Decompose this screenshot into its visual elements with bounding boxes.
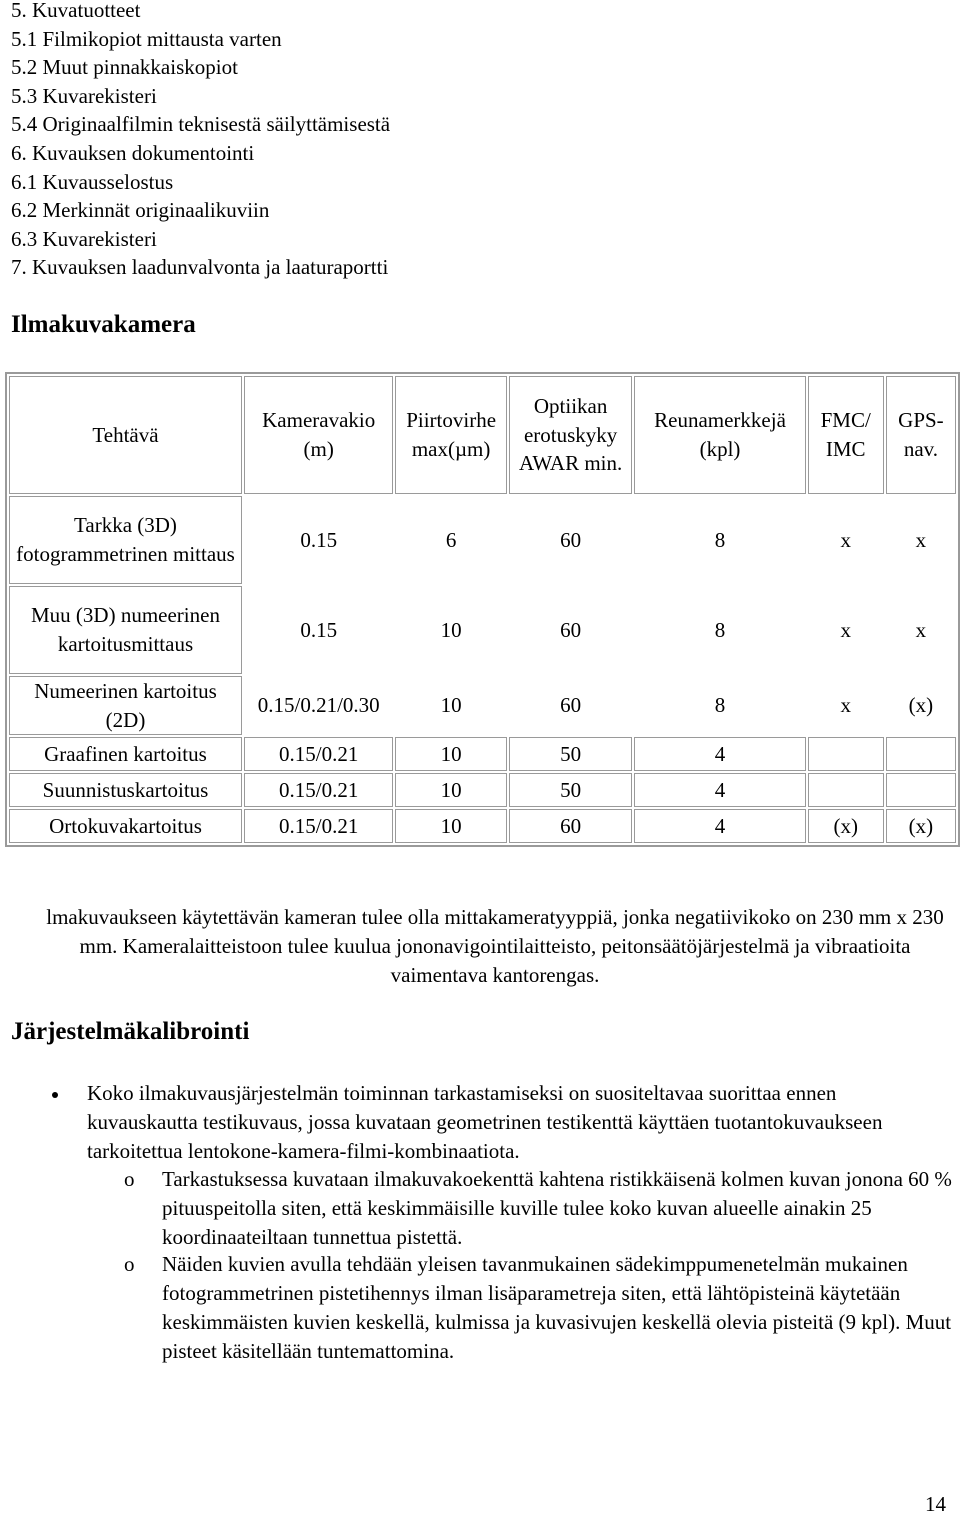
- cell-fmc: x: [840, 617, 851, 642]
- header-fmc-imc: FMC/ IMC: [808, 376, 884, 494]
- header-camera-constant: Kameravakio (m): [244, 376, 393, 494]
- cell-optics: 60: [560, 527, 582, 552]
- cell-camera: 0.15: [300, 617, 338, 642]
- cell-task: Tarkka (3D) fotogrammetrinen mittaus: [9, 496, 242, 584]
- cell-marks: 4: [634, 773, 805, 807]
- cell-gps: (x): [886, 809, 956, 843]
- cell-pixel: 6: [445, 527, 457, 552]
- camera-requirements-note: lmakuvaukseen käytettävän kameran tulee olla mittakameratyyppiä, jonka negatiivikoko on 230 mm x 230 mm. Kameralaitteistoon tulee kuulua jononavigointilaitteisto, peitonsäätöjärjestelmä ja vibraatioita vaimentava kantorengas.: [46, 905, 944, 987]
- list-item: Koko ilmakuvausjärjestelmän toiminnan tarkastamiseksi on suositeltavaa suorittaa ennen kuvauskautta testikuvaus, jossa kuvataan geometrinen testikenttä käyttäen tuotantokuvaukseen tarkoitettua lentokone-kamera-filmi-kombinaatiota.: [87, 1081, 883, 1163]
- cell-marks: 4: [634, 737, 805, 771]
- table-header-row: [9, 376, 956, 494]
- toc-item: 6.1 Kuvausselostus: [11, 169, 174, 194]
- cell-gps: [886, 737, 956, 771]
- cell-gps: [886, 773, 956, 807]
- cell-gps: x: [915, 617, 927, 642]
- toc-item: 5.1 Filmikopiot mittausta varten: [11, 26, 282, 51]
- cell-gps: (x): [908, 693, 934, 718]
- sub-list-item: Näiden kuvien avulla tehdään yleisen tavanmukainen sädekimppumenetelmän mukainen fotogrammetrinen pistetihennys ilman lisäparametreja siten, että lähtöpisteinä käytetään keskimmäisten kuvien keskellä, kulmissa ja kuvasivujen keskellä olevia pisteitä (9 kpl). Muut pisteet käsitellään tuntemattomina.: [162, 1252, 952, 1363]
- section-heading-calibration: Järjestelmäkalibrointi: [11, 1018, 250, 1045]
- sub-bullet-marker: o: [124, 1252, 135, 1276]
- cell-task: Suunnistuskartoitus: [9, 773, 242, 807]
- toc-item: 5.3 Kuvarekisteri: [11, 83, 157, 108]
- cell-camera: 0.15/0.21: [244, 737, 393, 771]
- cell-marks: 8: [714, 617, 726, 642]
- cell-task: Ortokuvakartoitus: [9, 809, 242, 843]
- table-row: [9, 773, 956, 807]
- cell-fmc: x: [840, 693, 851, 718]
- cell-fmc: [808, 737, 884, 771]
- table-row: [9, 676, 956, 735]
- cell-task: Muu (3D) numeerinen kartoitusmittaus: [9, 586, 242, 674]
- cell-camera: 0.15/0.21: [244, 773, 393, 807]
- toc-item: 5.4 Originaalfilmin teknisestä säilyttämisestä: [11, 112, 391, 137]
- header-fiducial-marks: Reunamerkkejä (kpl): [634, 376, 805, 494]
- toc-item: 5.2 Muut pinnakkaiskopiot: [11, 55, 238, 80]
- cell-pixel: 10: [395, 809, 506, 843]
- sub-list-item: Tarkastuksessa kuvataan ilmakuvakoekenttä kahtena ristikkäisenä kolmen kuvan jonona 60 % pituuspeitolla siten, että keskimmäisille kuville tulee koko kuvan alueelle ainakin 25 koordinaateiltaan tunnettua pistettä.: [162, 1167, 952, 1249]
- header-optics-resolution: Optiikan erotuskyky AWAR min.: [509, 376, 633, 494]
- toc-item: 6. Kuvauksen dokumentointi: [11, 140, 255, 165]
- cell-pixel: 10: [395, 737, 506, 771]
- toc-item: 6.2 Merkinnät originaalikuviin: [11, 198, 270, 223]
- cell-optics: 50: [509, 773, 633, 807]
- cell-camera: 0.15/0.21/0.30: [257, 693, 380, 718]
- toc-item: 7. Kuvauksen laadunvalvonta ja laaturaportti: [11, 255, 389, 280]
- cell-optics: 60: [509, 809, 633, 843]
- table-row: [9, 586, 956, 674]
- cell-pixel: 10: [395, 773, 506, 807]
- cell-optics: 60: [560, 617, 582, 642]
- sub-bullet-marker: o: [124, 1167, 135, 1191]
- cell-fmc: x: [840, 527, 851, 552]
- bullet-dot-icon: [52, 1092, 58, 1098]
- cell-fmc: (x): [808, 809, 884, 843]
- cell-task: Graafinen kartoitus: [9, 737, 242, 771]
- cell-optics: 50: [509, 737, 633, 771]
- cell-task: Numeerinen kartoitus (2D): [9, 676, 242, 735]
- cell-marks: 8: [714, 527, 726, 552]
- cell-marks: 4: [634, 809, 805, 843]
- header-task: Tehtävä: [9, 376, 242, 494]
- camera-spec-table: [5, 372, 960, 847]
- toc-item: 5. Kuvatuotteet: [11, 0, 141, 22]
- cell-fmc: [808, 773, 884, 807]
- table-row: [9, 809, 956, 843]
- header-gps-nav: GPS-nav.: [886, 376, 956, 494]
- header-drawing-error: Piirtovirhe max(µm): [395, 376, 506, 494]
- cell-pixel: 10: [440, 693, 462, 718]
- cell-optics: 60: [560, 693, 582, 718]
- page-number: 14: [925, 1492, 946, 1516]
- table-row: [9, 496, 956, 584]
- cell-camera: 0.15: [300, 527, 338, 552]
- table-of-contents: [11, 0, 390, 282]
- cell-camera: 0.15/0.21: [244, 809, 393, 843]
- cell-marks: 8: [714, 693, 726, 718]
- section-heading-camera: Ilmakuvakamera: [11, 311, 196, 338]
- cell-pixel: 10: [440, 617, 462, 642]
- table-row: [9, 737, 956, 771]
- toc-item: 6.3 Kuvarekisteri: [11, 226, 157, 251]
- cell-gps: x: [915, 527, 927, 552]
